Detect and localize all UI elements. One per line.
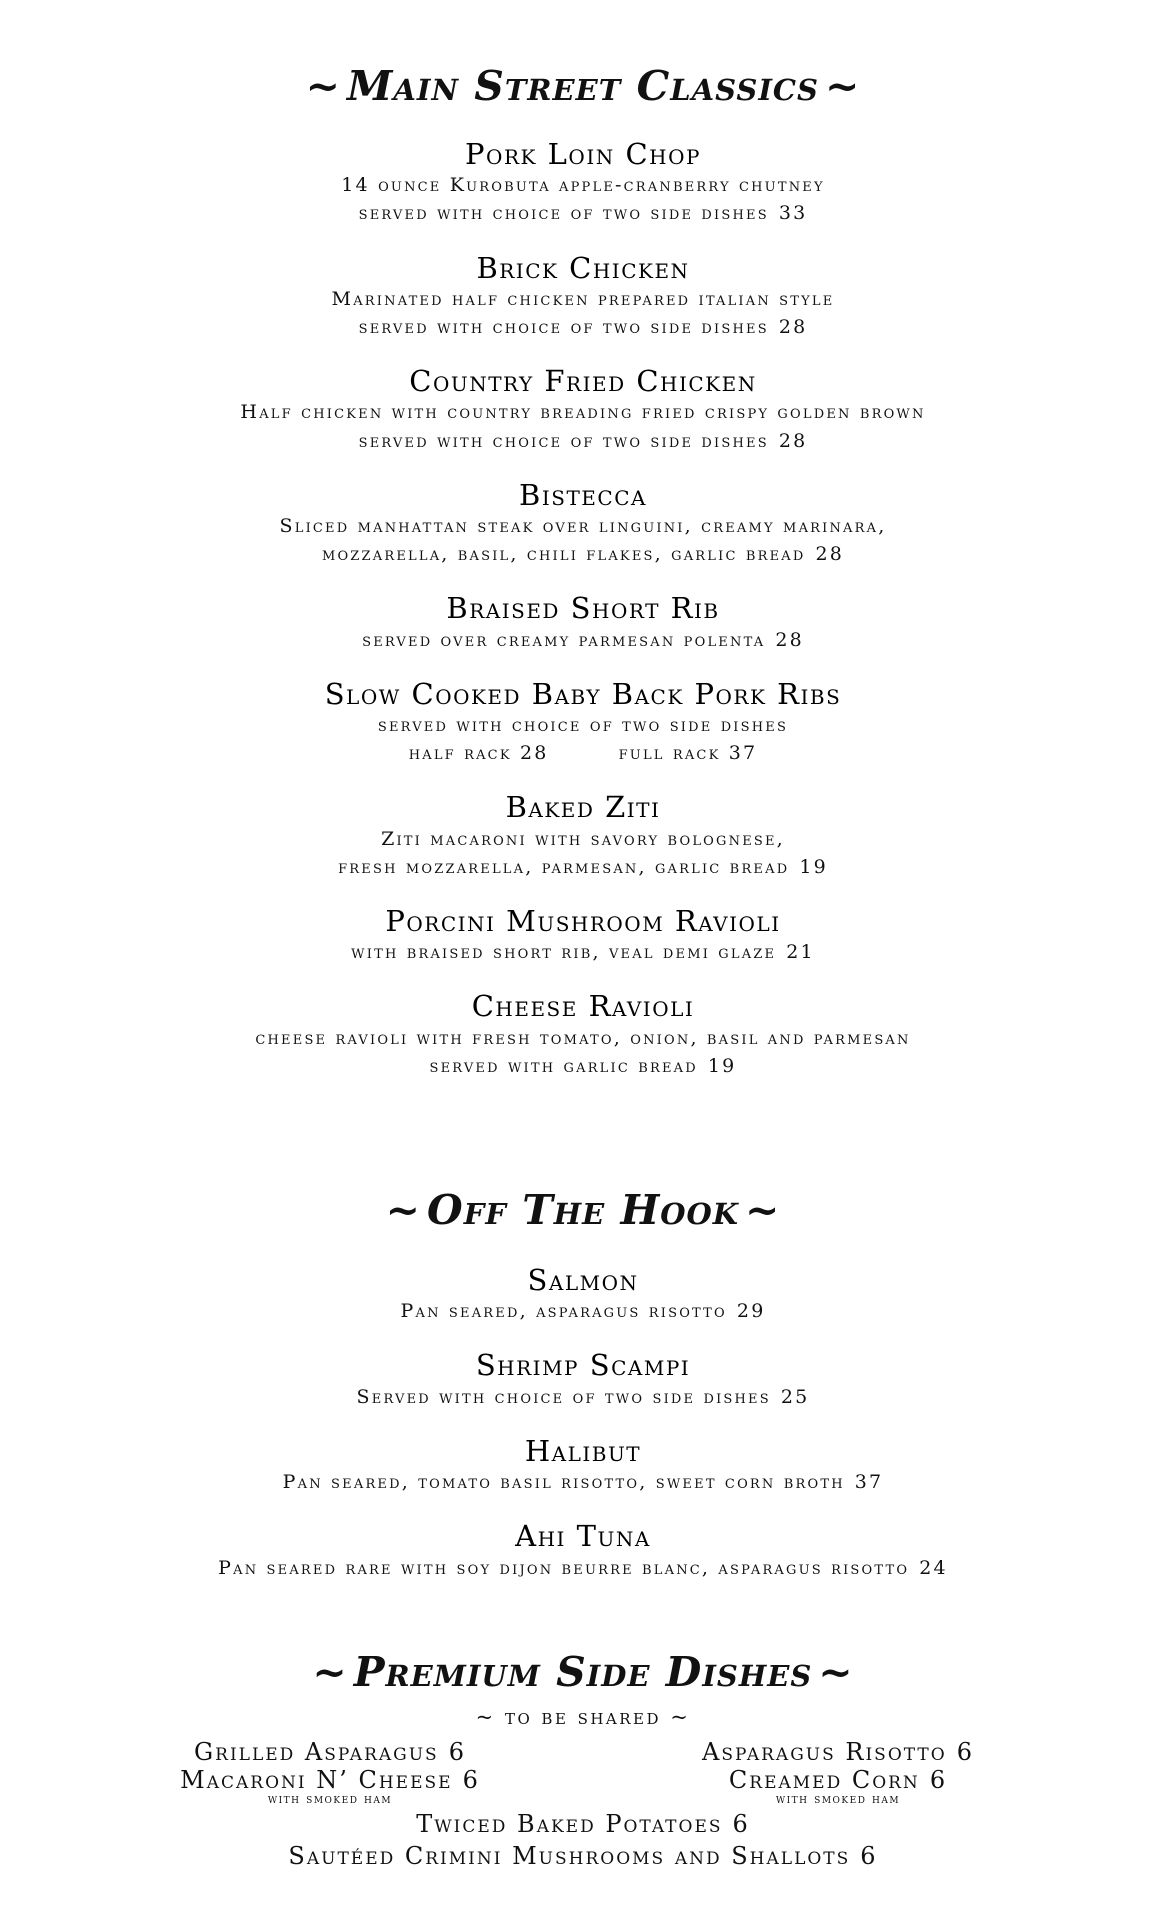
side-name: Sautéed Crimini Mushrooms and Shallots xyxy=(288,1842,851,1870)
item-name: Porcini Mushroom Ravioli xyxy=(385,903,781,938)
menu-item-cheese-ravioli xyxy=(0,990,1166,1080)
section-title-main-street-classics xyxy=(0,64,1166,109)
menu-item-porcini-mushroom-ravioli xyxy=(0,905,1166,966)
side-asparagus-risotto xyxy=(648,1739,1028,1765)
menu-item-bistecca xyxy=(0,479,1166,569)
item-price: 24 xyxy=(919,1556,948,1579)
item-price: 25 xyxy=(780,1385,810,1408)
item-price: 37 xyxy=(854,1471,884,1494)
menu-item-shrimp-scampi xyxy=(0,1349,1166,1410)
side-price: 6 xyxy=(732,1810,750,1838)
section-title-premium-side-dishes xyxy=(0,1650,1166,1695)
item-price: 28 xyxy=(815,543,845,566)
item-description: with braised short rib, veal demi glaze 21 xyxy=(351,941,815,964)
item-name: Cheese Ravioli xyxy=(471,989,695,1024)
side-price: 6 xyxy=(462,1766,480,1794)
menu-item-brick-chicken xyxy=(0,252,1166,342)
item-price: 19 xyxy=(707,1054,737,1077)
section-title-text: Premium Side Dishes xyxy=(353,1648,813,1696)
side-price: 6 xyxy=(448,1738,466,1766)
item-price: 33 xyxy=(778,202,808,225)
full-rack-price: full rack 37 xyxy=(618,742,758,765)
tilde-ornament: ~ xyxy=(818,1648,854,1696)
sides-subtitle: ~ to be shared ~ xyxy=(475,1705,691,1729)
item-price: 29 xyxy=(736,1300,766,1323)
section-title-off-the-hook xyxy=(0,1188,1166,1233)
item-description: mozzarella, basil, chili flakes, garlic bread 28 xyxy=(321,543,845,566)
item-price: 28 xyxy=(775,628,804,651)
menu-item-pork-loin-chop xyxy=(0,138,1166,228)
menu-item-halibut xyxy=(0,1435,1166,1496)
item-description: Ziti macaroni with savory bolognese, xyxy=(381,827,785,850)
item-description: Pan seared, asparagus risotto 29 xyxy=(400,1300,766,1323)
item-description: served with choice of two side dishes 33 xyxy=(358,202,808,225)
item-name: Pork Loin Chop xyxy=(465,137,701,171)
section-title-text: Main Street Classics xyxy=(347,62,819,110)
item-description: Served with choice of two side dishes 25 xyxy=(356,1385,810,1408)
side-name: Grilled Asparagus xyxy=(194,1738,439,1766)
menu-item-braised-short-rib xyxy=(0,592,1166,653)
item-name: Bistecca xyxy=(519,477,647,512)
side-name: Macaroni N’ Cheese xyxy=(180,1766,453,1794)
item-description: Marinated half chicken prepared italian style xyxy=(331,287,835,310)
side-note: with smoked ham xyxy=(775,1792,901,1808)
side-twiced-baked-potatoes xyxy=(0,1811,1166,1837)
side-note: with smoked ham xyxy=(267,1792,393,1808)
side-name: Twiced Baked Potatoes xyxy=(416,1810,723,1838)
item-price: 21 xyxy=(786,941,815,964)
side-price: 6 xyxy=(860,1842,878,1870)
main-street-classics-list xyxy=(0,138,1166,1080)
section-title-text: Off The Hook xyxy=(427,1186,739,1234)
item-description: Pan seared, tomato basil risotto, sweet corn broth 37 xyxy=(282,1471,884,1494)
item-description: Sliced manhattan steak over linguini, creamy marinara, xyxy=(279,515,887,538)
item-price: 19 xyxy=(799,855,828,878)
side-creamed-corn xyxy=(648,1767,1028,1808)
half-rack-price: half rack 28 xyxy=(408,742,549,765)
item-description: 14 ounce Kurobuta apple-cranberry chutney xyxy=(341,174,825,197)
tilde-ornament: ~ xyxy=(305,62,342,110)
menu-item-baked-ziti xyxy=(0,791,1166,881)
item-description: Pan seared rare with soy dijon beurre blanc, asparagus risotto 24 xyxy=(218,1556,948,1579)
item-description: served with choice of two side dishes 28 xyxy=(358,429,808,452)
item-name: Baked Ziti xyxy=(505,790,661,825)
item-name: Country Fried Chicken xyxy=(409,364,757,399)
menu-item-baby-back-pork-ribs xyxy=(0,678,1166,768)
item-description: fresh mozzarella, parmesan, garlic bread 19 xyxy=(338,855,828,878)
tilde-ornament: ~ xyxy=(312,1648,348,1696)
side-sauteed-crimini-mushrooms xyxy=(0,1843,1166,1869)
item-description: served with garlic bread 19 xyxy=(429,1054,737,1077)
side-name: Creamed Corn xyxy=(728,1766,920,1794)
item-name: Salmon xyxy=(527,1263,639,1297)
side-grilled-asparagus xyxy=(140,1739,520,1765)
item-description: served with choice of two side dishes xyxy=(377,714,789,737)
item-name: Shrimp Scampi xyxy=(475,1348,691,1383)
side-price: 6 xyxy=(929,1766,948,1794)
item-name: Ahi Tuna xyxy=(515,1519,651,1554)
item-price: 28 xyxy=(778,429,808,452)
menu-item-ahi-tuna xyxy=(0,1520,1166,1581)
item-name: Halibut xyxy=(524,1433,642,1468)
off-the-hook-list xyxy=(0,1264,1166,1582)
side-macaroni-n-cheese xyxy=(140,1767,520,1808)
item-description: served with choice of two side dishes 28 xyxy=(358,316,808,339)
item-name: Brick Chicken xyxy=(476,250,690,285)
menu-item-salmon xyxy=(0,1264,1166,1325)
side-price: 6 xyxy=(956,1738,974,1766)
side-name: Asparagus Risotto xyxy=(702,1738,947,1766)
item-description: served over creamy parmesan polenta 28 xyxy=(362,628,804,651)
item-name: Slow Cooked Baby Back Pork Ribs xyxy=(324,676,842,711)
menu-item-country-fried-chicken xyxy=(0,365,1166,455)
item-name: Braised Short Rib xyxy=(446,591,720,626)
tilde-ornament: ~ xyxy=(385,1186,422,1234)
tilde-ornament: ~ xyxy=(744,1186,781,1234)
item-description: Half chicken with country breading fried crispy golden brown xyxy=(240,401,926,424)
item-price: 28 xyxy=(778,316,808,339)
rack-prices xyxy=(0,739,1166,767)
tilde-ornament: ~ xyxy=(824,62,861,110)
item-description: cheese ravioli with fresh tomato, onion, basil and parmesan xyxy=(255,1026,911,1049)
